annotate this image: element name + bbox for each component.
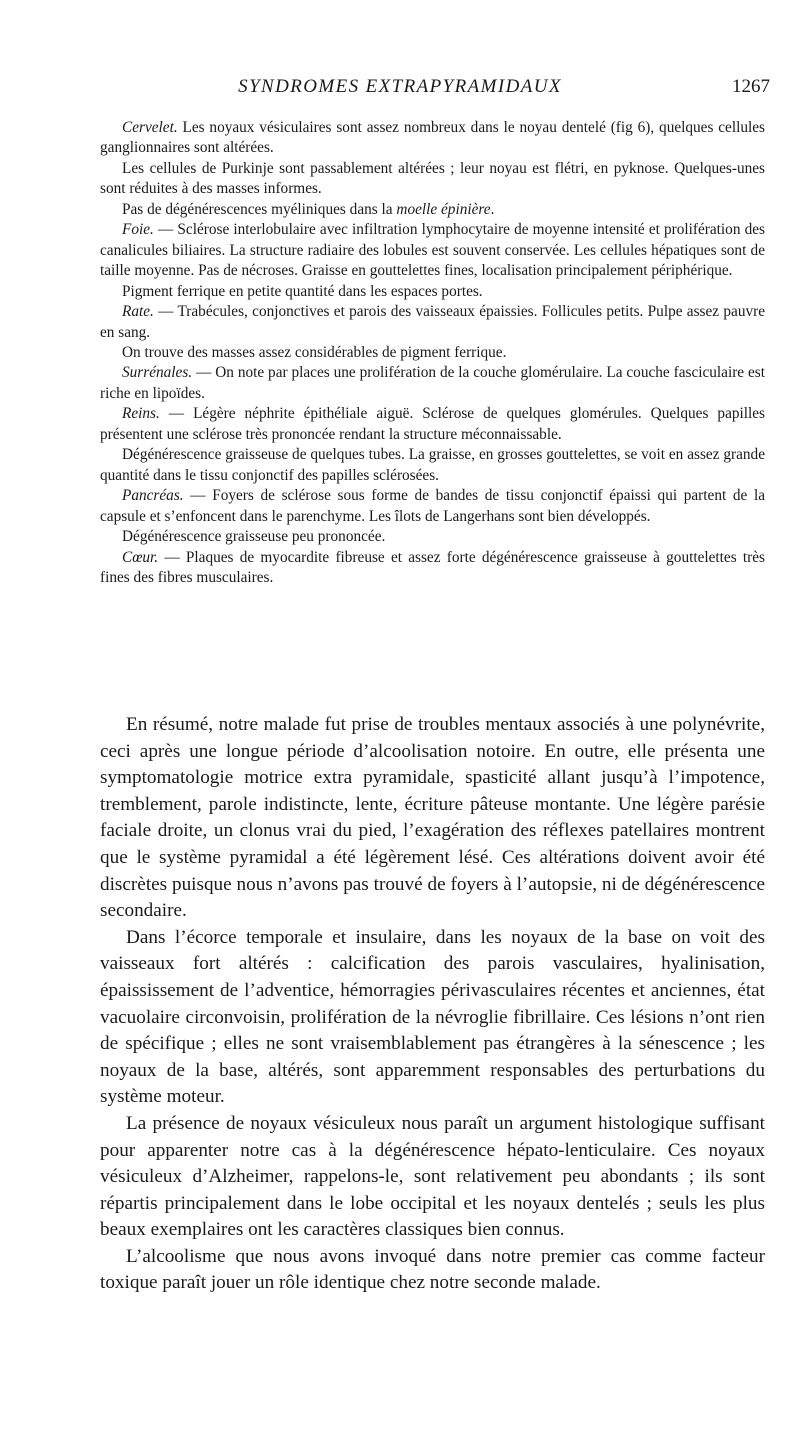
organ-heading: Cervelet. [122,119,178,136]
paragraph-text: On trouve des masses assez considérables de pigment ferrique. [122,343,507,361]
paragraph-ecorce: Dans l’écorce temporale et insulaire, dans les noyaux de la base on voit des vaisseaux fort altérés : calcification des parois vasculaires, hyalinisation, épaississement de l’adventice, hémorragies périvasculaires récentes et anciennes, état vacuolaire circonvoisin, prolifération de la névroglie fibrillaire. Ces lésions n’ont rien de spécifique ; elles ne sont vraisemblablement pas étrangères à la sénescence ; les noyaux de la base, altérés, sont apparemment responsables des perturbations du système moteur. [100,926,765,1108]
paragraph-surrenales [100,363,765,404]
autopsy-findings-block [100,118,765,588]
paragraph-pigment [100,282,765,302]
paragraph-foie [100,220,765,281]
running-header [0,76,800,104]
page-number: 1267 [732,76,770,97]
organ-heading: Foie. [122,221,154,239]
organ-heading: Reins. [122,405,160,423]
paragraph-text: — Plaques de myocardite fibreuse et assez forte dégénérescence graisseuse à gouttelettes très fines des fibres musculaires. [100,548,765,586]
organ-heading: Rate. [122,303,154,321]
paragraph-pancreas [100,486,765,527]
paragraph-coeur [100,548,765,589]
paragraph-moelle [100,200,765,220]
paragraph-degenerescence-pancreas [100,527,765,547]
organ-heading: Pancréas. [122,487,184,505]
emphasis-moelle: moelle épinière [396,200,491,218]
paragraph-text: — On note par places une prolifération de la couche glomérulaire. La couche fasciculaire est riche en lipoïdes. [100,364,765,402]
paragraph-text: — Foyers de sclérose sous forme de bandes de tissu conjonctif épaissi qui partent de la capsule et s’enfoncent dans le parenchyme. Les îlots de Langerhans sont bien développés. [100,487,765,525]
organ-heading: Surrénales. [122,364,193,382]
paragraph-text: — Légère néphrite épithéliale aiguë. Sclérose de quelques glomérules. Quelques papilles présentent une sclérose très prononcée rendant la structure méconnaissable. [100,405,765,443]
running-title: SYNDROMES EXTRAPYRAMIDAUX [238,76,562,97]
paragraph-cervelet [100,118,765,159]
paragraph-text: Dégénérescence graisseuse de quelques tubes. La graisse, en grosses gouttelettes, se voit en assez grande quantité dans le tissu conjonctif des papilles sclérosées. [100,446,765,484]
paragraph-text: Dégénérescence graisseuse peu prononcée. [122,528,386,546]
paragraph-tail: . [490,200,495,218]
paragraph-noyaux-vesiculeux: La présence de noyaux vésiculeux nous paraît un argument histologique suffisant pour apparenter notre cas à la dégénérescence hépato-lenticulaire. Ces noyaux vésiculeux d’Alzheimer, rappelons-le, sont relativement peu abondants ; ils sont répartis principalement dans le lobe occipital et les noyaux dentelés ; seuls les plus beaux exemplaires ont les caractères classiques bien connus. [100,1112,765,1241]
organ-heading: Cœur. [122,548,159,566]
paragraph-text: Pigment ferrique en petite quantité dans les espaces portes. [122,282,483,300]
paragraph-text: Les noyaux vésiculaires sont assez nombreux dans le noyau dentelé (fig 6), quelques cellules ganglionnaires sont altérées. [100,119,765,157]
paragraph-rate [100,302,765,343]
paragraph-resume: En résumé, notre malade fut prise de troubles mentaux associés à une polynévrite, ceci après une longue période d’alcoolisation notoire. En outre, elle présenta une symptomatologie motrice extra pyramidale, spasticité allant jusqu’à l’impotence, tremblement, parole indistincte, lente, écriture pâteuse montante. Une légère parésie faciale droite, un clonus vrai du pied, l’exagération des réflexes patellaires montrent que le système pyramidal a été légèrement lésé. Ces altérations doivent avoir été discrètes puisque nous n’avons pas trouvé de foyers à l’autopsie, ni de dégénérescence secondaire. [100,714,765,922]
paragraph-text: Pas de dégénérescences myéliniques dans la [122,200,397,218]
paragraph-degenerescence-tubes [100,445,765,486]
paragraph-text: — Sclérose interlobulaire avec infiltration lymphocytaire de moyenne intensité et prolifération des canalicules biliaires. La structure radiaire des lobules est souvent conservée. Les cellules hépatiques sont de taille moyenne. Pas de nécroses. Graisse en gouttelettes fines, localisation principalement périphérique. [100,221,765,280]
paragraph-text: — Trabécules, conjonctives et parois des vaisseaux épaissies. Follicules petits. Pulpe assez pauvre en sang. [100,303,765,341]
paragraph-purkinje [100,159,765,200]
paragraph-alcoolisme: L’alcoolisme que nous avons invoqué dans notre premier cas comme facteur toxique paraît jouer un rôle identique chez notre seconde malade. [100,1245,765,1294]
paragraph-pigment-rate [100,343,765,363]
paragraph-text: Les cellules de Purkinje sont passablement altérées ; leur noyau est flétri, en pyknose. Quelques-unes sont réduites à des masses informes. [100,159,765,198]
discussion-block [100,712,765,1297]
paragraph-reins [100,404,765,445]
